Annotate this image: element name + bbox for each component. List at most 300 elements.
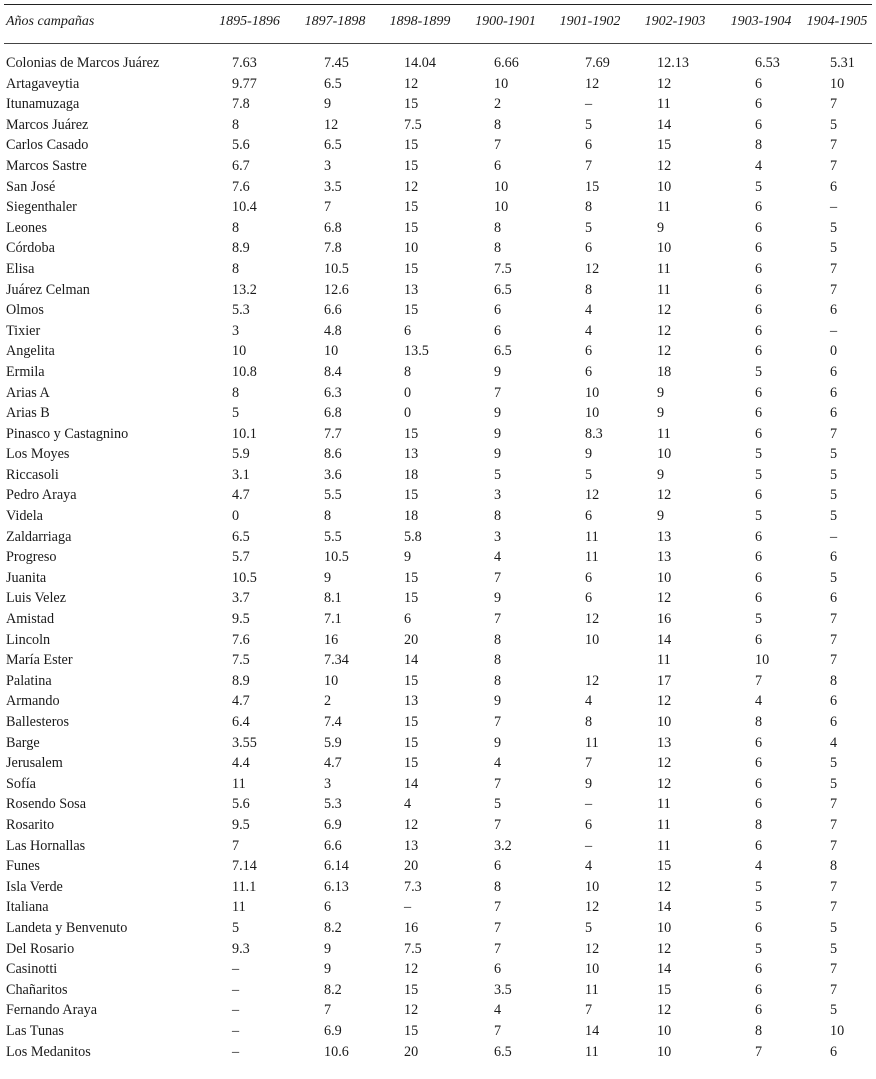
yield-value-cell: 10 <box>494 199 509 216</box>
yield-value-cell: 10.5 <box>324 260 349 277</box>
yield-value-cell: 10 <box>830 1022 845 1039</box>
yield-value-cell: 9.5 <box>232 816 250 833</box>
yield-value-cell: – <box>830 322 838 339</box>
yield-value-cell: 7 <box>830 611 838 628</box>
yield-value-cell: 6 <box>830 178 838 195</box>
yield-value-cell: 12 <box>585 940 600 957</box>
yield-value-cell: 9 <box>494 363 502 380</box>
yield-value-cell: 6 <box>755 302 763 319</box>
yield-value-cell: 7 <box>830 137 838 154</box>
yield-value-cell: 12 <box>657 302 672 319</box>
table-row <box>6 897 870 918</box>
yield-value-cell: 6 <box>755 775 763 792</box>
yield-value-cell: 18 <box>404 466 419 483</box>
table-row <box>6 1042 870 1063</box>
yield-value-cell: 6 <box>494 961 502 978</box>
yield-value-cell: 13 <box>404 693 419 710</box>
yield-value-cell: 12 <box>585 899 600 916</box>
yield-value-cell: 15 <box>404 714 419 730</box>
yield-value-cell: 5 <box>830 219 838 236</box>
colony-name-cell: Elisa <box>6 260 35 277</box>
table-row <box>6 691 870 712</box>
table-row <box>6 1000 870 1021</box>
yield-value-cell: 10 <box>324 672 339 689</box>
yield-value-cell: 7 <box>755 1043 763 1060</box>
yield-value-cell: 8 <box>830 672 838 689</box>
header-row <box>6 9 870 39</box>
colony-name-cell: Angelita <box>6 343 55 360</box>
colony-name-cell: Chañaritos <box>6 981 68 998</box>
yield-value-cell: 7 <box>494 569 502 586</box>
yield-value-cell: 4 <box>585 693 593 710</box>
yield-value-cell: 6 <box>585 816 593 833</box>
yield-value-cell: 10.5 <box>232 569 257 586</box>
yield-value-cell: 6 <box>755 919 763 936</box>
yield-value-cell: 9.3 <box>232 940 250 957</box>
yield-value-cell: 4 <box>830 734 838 751</box>
yield-value-cell: 15 <box>404 734 419 751</box>
yield-value-cell: 7.6 <box>232 178 250 195</box>
yield-value-cell: – <box>830 199 838 216</box>
colony-name-cell: Italiana <box>6 899 49 916</box>
yield-value-cell: 11 <box>657 652 671 669</box>
yield-value-cell: – <box>404 899 412 916</box>
colony-name-cell: Jerusalem <box>6 755 63 772</box>
yield-value-cell: 7 <box>830 260 838 277</box>
yield-value-cell: 4 <box>494 549 502 566</box>
yield-value-cell: 6 <box>830 714 838 730</box>
yield-value-cell: 7 <box>830 281 838 298</box>
yield-value-cell: 10 <box>404 240 419 257</box>
yield-value-cell: 6.3 <box>324 384 342 401</box>
yield-value-cell: 9 <box>494 590 502 607</box>
yield-value-cell: 10 <box>657 569 672 586</box>
yield-value-cell: 11 <box>585 549 599 566</box>
colony-name-cell: Marcos Juárez <box>6 116 89 133</box>
table-row <box>6 39 870 74</box>
yield-value-cell: 16 <box>657 611 672 628</box>
yield-value-cell: 7 <box>494 940 502 957</box>
yield-value-cell: 4.7 <box>232 487 250 504</box>
yield-value-cell: 5 <box>755 508 763 525</box>
yield-value-cell: 5 <box>755 611 763 628</box>
yield-value-cell: – <box>232 961 240 978</box>
yield-value-cell: 5 <box>585 219 593 236</box>
yield-value-cell: 12 <box>657 878 672 895</box>
yield-value-cell: 8 <box>755 1022 763 1039</box>
table-row <box>6 609 870 630</box>
yield-value-cell: 12 <box>585 611 600 628</box>
colony-name-cell: Funes <box>6 858 40 875</box>
colony-name-cell: Carlos Casado <box>6 137 89 154</box>
colony-name-cell: Ermila <box>6 363 45 380</box>
yield-value-cell: 10 <box>585 878 600 895</box>
table-row <box>6 630 870 651</box>
yield-value-cell: 5.9 <box>232 446 250 463</box>
yield-value-cell: 6 <box>755 96 763 113</box>
yield-value-cell: 12 <box>657 755 672 772</box>
yield-value-cell: 8.3 <box>585 425 603 442</box>
colony-name-cell: Isla Verde <box>6 878 63 895</box>
yield-value-cell: 5 <box>830 775 838 792</box>
yield-value-cell: 7 <box>830 652 838 669</box>
yield-value-cell: 3.1 <box>232 466 250 483</box>
yield-value-cell: 4 <box>755 157 763 174</box>
yield-value-cell: 2 <box>494 96 502 113</box>
yield-value-cell: 6 <box>755 425 763 442</box>
yield-value-cell: 5 <box>755 940 763 957</box>
yield-value-cell: 7 <box>494 1022 502 1039</box>
yield-value-cell: 8.2 <box>324 919 342 936</box>
yield-value-cell: 13.5 <box>404 343 429 360</box>
yield-value-cell: 4 <box>494 1002 502 1019</box>
yield-value-cell: 6 <box>830 363 838 380</box>
yield-value-cell: 12 <box>657 343 672 360</box>
colony-name-cell: Armando <box>6 693 60 710</box>
yield-value-cell: 6 <box>324 899 332 916</box>
yield-value-cell: 10 <box>585 384 600 401</box>
table-row <box>6 238 870 259</box>
table-row <box>6 300 870 321</box>
yield-value-cell: 6 <box>585 363 593 380</box>
yield-value-cell: 5 <box>755 899 763 916</box>
yield-value-cell: 15 <box>585 178 600 195</box>
yield-value-cell: 12 <box>657 693 672 710</box>
table-row <box>6 321 870 342</box>
yield-value-cell: 6 <box>830 590 838 607</box>
yield-value-cell: 6 <box>494 858 502 875</box>
yield-value-cell: 5 <box>830 755 838 772</box>
yield-value-cell: 6.5 <box>494 343 512 360</box>
yield-value-cell: 6.13 <box>324 878 349 895</box>
colony-name-cell: Itunamuzaga <box>6 96 80 113</box>
yield-value-cell: 3.2 <box>494 837 512 854</box>
table-row <box>6 444 870 465</box>
yield-value-cell: 6 <box>494 322 502 339</box>
yield-value-cell: 6 <box>585 590 593 607</box>
yield-value-cell: 6 <box>830 405 838 422</box>
yield-value-cell: 8 <box>585 714 593 730</box>
yield-value-cell: 7 <box>830 837 838 854</box>
yield-value-cell: 6 <box>404 322 412 339</box>
yield-value-cell: 7 <box>494 899 502 916</box>
colony-name-cell: Amistad <box>6 611 55 628</box>
table-row <box>6 424 870 445</box>
yield-value-cell: 3 <box>324 157 332 174</box>
yield-value-cell: 7.7 <box>324 425 342 442</box>
yield-value-cell: 4.7 <box>324 755 342 772</box>
yield-value-cell: 7.3 <box>404 878 422 895</box>
yield-value-cell: 10.1 <box>232 425 257 442</box>
yield-value-cell: 15 <box>404 487 419 504</box>
yield-value-cell: 11 <box>657 796 671 813</box>
yield-value-cell: 3.5 <box>324 178 342 195</box>
yield-value-cell: 3 <box>232 322 240 339</box>
yield-value-cell: 6 <box>585 508 593 525</box>
yield-value-cell: 5 <box>755 363 763 380</box>
yield-value-cell: 6 <box>755 343 763 360</box>
yield-value-cell: 7 <box>830 899 838 916</box>
yield-value-cell: 5 <box>494 466 502 483</box>
yield-value-cell: 7 <box>494 384 502 401</box>
yield-value-cell: 7.6 <box>232 631 250 648</box>
colony-name-cell: Las Tunas <box>6 1022 64 1039</box>
colony-name-cell: Luis Velez <box>6 590 67 607</box>
yield-value-cell: 15 <box>404 590 419 607</box>
yield-value-cell: 9.5 <box>232 611 250 628</box>
yield-value-cell: 11 <box>657 260 671 277</box>
yield-value-cell: 5 <box>830 466 838 483</box>
yield-value-cell: 6 <box>755 281 763 298</box>
yield-value-cell: 5 <box>494 796 502 813</box>
yield-value-cell: 11 <box>657 837 671 854</box>
yield-value-cell: 5 <box>830 487 838 504</box>
yield-value-cell: 6 <box>755 528 763 545</box>
yield-value-cell: 13 <box>404 837 419 854</box>
yield-value-cell: 6.4 <box>232 714 250 730</box>
yield-value-cell: 11 <box>232 899 246 916</box>
yield-value-cell: 8.9 <box>232 672 250 689</box>
colony-name-cell: San José <box>6 178 56 195</box>
yield-value-cell: 7.8 <box>232 96 250 113</box>
colony-name-cell: Leones <box>6 219 47 236</box>
colony-name-cell: Arias A <box>6 384 50 401</box>
yield-value-cell: 3 <box>324 775 332 792</box>
yield-value-cell: 5 <box>755 466 763 483</box>
yield-value-cell: 0 <box>830 343 838 360</box>
table-row <box>6 774 870 795</box>
yield-value-cell: 5.3 <box>232 302 250 319</box>
yield-value-cell: 10 <box>585 961 600 978</box>
yield-value-cell: 6.66 <box>494 55 519 71</box>
header-1904-1905: 1904-1905 <box>806 14 868 29</box>
table-row <box>6 547 870 568</box>
yield-value-cell: 6 <box>755 631 763 648</box>
yield-value-cell: 7.1 <box>324 611 342 628</box>
yield-value-cell: 14 <box>657 116 672 133</box>
colony-name-cell: Pedro Araya <box>6 487 77 504</box>
yield-value-cell: 16 <box>404 919 419 936</box>
yield-value-cell: 7.4 <box>324 714 342 730</box>
yield-value-cell: 10 <box>657 714 672 730</box>
yield-value-cell: 6 <box>830 384 838 401</box>
yield-value-cell: 8 <box>494 240 502 257</box>
yield-value-cell: 20 <box>404 631 419 648</box>
yield-value-cell: 18 <box>404 508 419 525</box>
yield-value-cell: 7 <box>585 1002 593 1019</box>
yield-value-cell: 7 <box>324 199 332 216</box>
yield-value-cell: 8 <box>494 672 502 689</box>
yield-value-cell: 5 <box>830 569 838 586</box>
yield-value-cell: 7 <box>830 981 838 998</box>
yield-value-cell: 7.69 <box>585 55 610 71</box>
yield-value-cell: 15 <box>404 157 419 174</box>
yield-value-cell: 13 <box>404 446 419 463</box>
colony-name-cell: Córdoba <box>6 240 55 257</box>
yield-value-cell: 8 <box>404 363 412 380</box>
yield-value-cell <box>548 650 632 671</box>
yield-value-cell: 7 <box>755 672 763 689</box>
yield-value-cell: 9 <box>494 405 502 422</box>
yield-value-cell: 15 <box>404 302 419 319</box>
table-row <box>6 568 870 589</box>
yield-value-cell: 10 <box>232 343 247 360</box>
yield-value-cell: 7.34 <box>324 652 349 669</box>
table-row <box>6 74 870 95</box>
yield-value-cell: 16 <box>324 631 339 648</box>
yield-value-cell: 10 <box>657 1022 672 1039</box>
yield-value-cell: 10 <box>755 652 770 669</box>
yield-value-cell: 15 <box>404 755 419 772</box>
yield-value-cell: 9 <box>324 96 332 113</box>
yield-value-cell: 12 <box>585 75 600 92</box>
yield-value-cell: 9 <box>585 775 593 792</box>
yield-value-cell: 13 <box>657 734 672 751</box>
colony-name-cell: Los Medanitos <box>6 1043 91 1060</box>
yield-value-cell: 11 <box>232 775 246 792</box>
colony-name-cell: Del Rosario <box>6 940 75 957</box>
colony-name-cell: Arias B <box>6 405 50 422</box>
yield-value-cell: 6.5 <box>494 1043 512 1060</box>
table-row <box>6 403 870 424</box>
table-row <box>6 939 870 960</box>
yield-value-cell: 7.8 <box>324 240 342 257</box>
yield-value-cell: 14 <box>657 899 672 916</box>
yield-value-cell: 7 <box>830 878 838 895</box>
yield-value-cell: 7.5 <box>404 116 422 133</box>
colony-name-cell: María Ester <box>6 652 73 669</box>
yield-value-cell: 7 <box>830 157 838 174</box>
yield-value-cell: 6.5 <box>324 75 342 92</box>
yield-value-cell: – <box>232 981 240 998</box>
yield-value-cell: 12 <box>585 672 600 689</box>
colony-name-cell: Pinasco y Castagnino <box>6 425 129 442</box>
yield-value-cell: 12 <box>404 75 419 92</box>
yield-value-cell: 10 <box>494 75 509 92</box>
table-row <box>6 135 870 156</box>
yield-value-cell: 6.8 <box>324 405 342 422</box>
yield-value-cell: – <box>585 796 593 813</box>
table-row <box>6 485 870 506</box>
yield-value-cell: 5.5 <box>324 487 342 504</box>
yield-value-cell: 11 <box>585 981 599 998</box>
yield-value-cell: 10 <box>585 631 600 648</box>
colony-name-cell: Rosarito <box>6 816 55 833</box>
colony-name-cell: Videla <box>6 508 43 525</box>
yield-value-cell: 6 <box>830 549 838 566</box>
yield-value-cell: 12 <box>657 590 672 607</box>
yield-value-cell: 12 <box>657 157 672 174</box>
yield-value-cell: 2 <box>324 693 332 710</box>
yield-value-cell: 10 <box>657 178 672 195</box>
yield-value-cell: 11.1 <box>232 878 257 895</box>
table-row <box>6 733 870 754</box>
yield-value-cell: 5 <box>830 240 838 257</box>
yield-value-cell: 11 <box>657 425 671 442</box>
table-row <box>6 877 870 898</box>
yield-value-cell: 13.2 <box>232 281 257 298</box>
yield-value-cell: 6 <box>755 487 763 504</box>
header-1902-1903: 1902-1903 <box>644 14 706 29</box>
yield-value-cell: 7 <box>494 919 502 936</box>
table-row <box>6 980 870 1001</box>
yield-value-cell: 7 <box>830 816 838 833</box>
yield-value-cell: 5.6 <box>232 796 250 813</box>
yield-value-cell: 4 <box>755 693 763 710</box>
yield-value-cell: 17 <box>657 672 672 689</box>
yield-value-cell: 11 <box>657 96 671 113</box>
yield-value-cell: 8.1 <box>324 590 342 607</box>
colony-name-cell: Progreso <box>6 549 57 566</box>
yield-value-cell: 5 <box>830 940 838 957</box>
yield-value-cell: 5 <box>755 446 763 463</box>
colony-name-cell: Los Moyes <box>6 446 70 463</box>
top-rule <box>4 4 872 5</box>
yield-value-cell: 6 <box>830 1043 838 1060</box>
yield-value-cell: 8 <box>494 116 502 133</box>
header-1897-1898: 1897-1898 <box>304 14 366 29</box>
table-row <box>6 856 870 877</box>
yield-value-cell: 5 <box>830 116 838 133</box>
yield-value-cell: 6 <box>755 569 763 586</box>
yield-value-cell: 6 <box>404 611 412 628</box>
yield-value-cell: 6 <box>830 302 838 319</box>
yield-table <box>6 9 870 1062</box>
yield-value-cell: 8 <box>494 652 502 669</box>
yield-value-cell: 9 <box>494 425 502 442</box>
yield-value-cell: 10 <box>494 178 509 195</box>
yield-value-cell: 12 <box>657 940 672 957</box>
yield-value-cell: 15 <box>404 1022 419 1039</box>
yield-value-cell: 12 <box>324 116 339 133</box>
yield-value-cell: 7 <box>830 425 838 442</box>
yield-value-cell: 8 <box>830 858 838 875</box>
table-row <box>6 712 870 733</box>
yield-value-cell: 12 <box>404 961 419 978</box>
yield-value-cell: 14 <box>404 775 419 792</box>
yield-value-cell: 9 <box>657 219 665 236</box>
yield-value-cell: 15 <box>404 260 419 277</box>
yield-value-cell: 6 <box>755 219 763 236</box>
yield-value-cell: 7.45 <box>324 55 349 71</box>
yield-value-cell: 11 <box>657 816 671 833</box>
yield-value-cell: 8 <box>494 878 502 895</box>
yield-value-cell: 7 <box>494 714 502 730</box>
yield-value-cell: 6 <box>755 755 763 772</box>
yield-value-cell: 12 <box>404 178 419 195</box>
yield-value-cell: 10.4 <box>232 199 257 216</box>
yield-value-cell: 6 <box>755 322 763 339</box>
colony-name-cell: Landeta y Benvenuto <box>6 919 128 936</box>
yield-value-cell: 0 <box>404 384 412 401</box>
yield-value-cell: 12.13 <box>657 55 689 71</box>
yield-value-cell: – <box>585 96 593 113</box>
yield-value-cell: 14 <box>657 961 672 978</box>
yield-value-cell: 7.5 <box>232 652 250 669</box>
colony-name-cell: Barge <box>6 734 40 751</box>
yield-value-cell: 9 <box>324 940 332 957</box>
table-row <box>6 197 870 218</box>
yield-value-cell: 6.9 <box>324 1022 342 1039</box>
yield-value-cell: 10.6 <box>324 1043 349 1060</box>
yield-value-cell: 5.6 <box>232 137 250 154</box>
table-row <box>6 650 870 671</box>
yield-value-cell: 7 <box>494 775 502 792</box>
yield-value-cell: 9 <box>657 405 665 422</box>
colony-name-cell: Tixier <box>6 322 41 339</box>
yield-value-cell: 5.3 <box>324 796 342 813</box>
yield-value-cell: – <box>232 1022 240 1039</box>
